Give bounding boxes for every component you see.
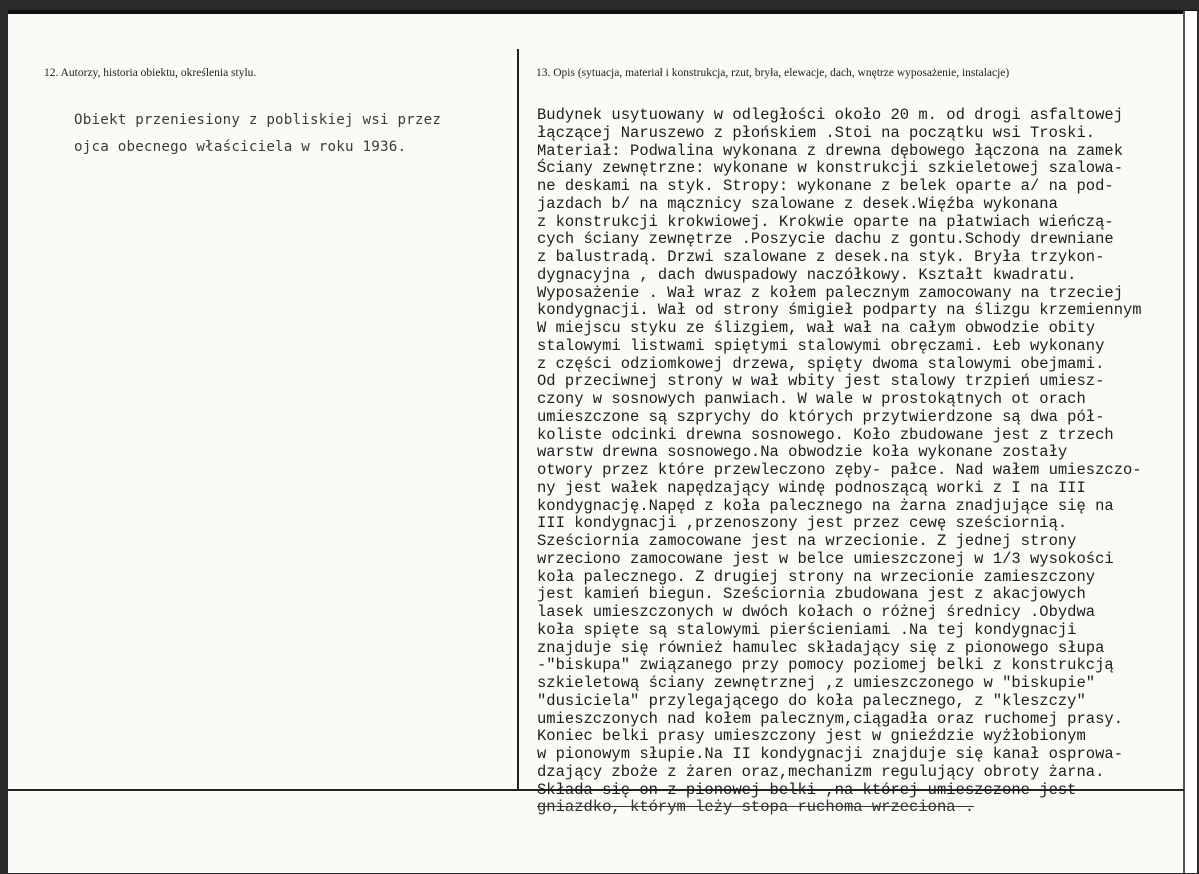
text-line: z balustradą. Drzwi szalowane z desek.na styk. Bryła trzykon- [537,248,1105,266]
text-line: wrzeciono zamocowane jest w belce umieszczonej w 1/3 wysokości [537,549,1114,568]
column-divider [517,49,519,791]
text-line: ny jest wałek napędzający windę podnoszącą worki z I na III [537,478,1086,497]
text-line: dzający zboże z żaren oraz,mechanizm regulujący obroty żarna. [537,762,1105,781]
text-line: III kondygnacji ,przenoszony jest przez cewę sześciornią. [537,514,1068,533]
text-line: koła spięte są stalowymi pierścieniami .Na tej kondygnacji [537,620,1077,639]
text-line: koła palecznego. Z drugiej strony na wrzecionie zamieszczony [537,567,1096,586]
text-line: otwory przez które przewleczono zęby- pałce. Nad wałem umieszczo- [537,461,1142,479]
text-line: łączącej Naruszewo z płońskiem .Stoi na początku wsi Troski. [537,123,1096,142]
text-line: Ściany zewnętrzne: wykonane w konstrukcji szkieletowej szalowa- [537,159,1123,178]
text-line: koliste odcinki drewna sosnowego. Koło zbudowane jest z trzech [537,425,1114,444]
text-line: cych ściany zewnętrze .Poszycie dachu z gontu.Schody drewniane [537,230,1114,249]
section-12-header: 12. Autorzy, historia obiektu, określenia stylu. [44,67,257,79]
text-line: umieszczone są szprychy do których przytwierdzone są dwa pół- [537,407,1105,426]
text-line: -"biskupa" związanego przy pomocy poziomej belki z konstrukcją [537,656,1114,675]
section-13-text [537,107,1187,817]
document-sheet [8,10,1197,873]
text-line: szkieletową ściany zewnętrznej ,z umieszczonego w "biskupie" [537,674,1096,692]
text-line: umieszczonych nad kołem palecznym,ciągadła oraz ruchomej prasy. [537,709,1123,728]
text-line: dygnacyjna , dach dwuspadowy naczółkowy. Kształt kwadratu. [537,265,1077,284]
text-line: Budynek usytuowany w odległości około 20 m. od drogi asfaltowej [537,107,1123,124]
text-line: warstw drewna sosnowego.Na obwodzie koła wykonane zostały [537,443,1068,462]
text-line: Obiekt przeniesiony z pobliskiej wsi przez [74,112,442,128]
text-line: Wyposażenie . Wał wraz z kołem palecznym zamocowany na trzeciej [537,283,1123,302]
text-line: kondygnację.Napęd z koła palecznego na żarna znadjujące się na [537,496,1114,515]
text-line: znajduje się również hamulec składający się z pionowego słupa [537,638,1105,657]
text-line: kondygnacji. Wał od strony śmigieł podparty na ślizgu krzemiennym [537,301,1142,320]
text-line: Koniec belki prasy umieszczony jest w gnieździe wyżłobionym [537,727,1086,746]
section-12-text [74,107,504,161]
text-line: stalowymi listwami spiętymi stalowymi obręczami. Łeb wykonany [537,336,1105,355]
text-line: Sześciornia zamocowane jest na wrzecionie. Z jednej strony [537,532,1077,550]
text-line: ojca obecnego właściciela w roku 1936. [74,139,407,155]
text-line: w pionowym słupie.Na II kondygnacji znajduje się kanał osprowa- [537,745,1123,763]
text-line-struck: gniazdko, którym leży stopa ruchoma wrzeciona . [537,798,975,817]
top-border [8,11,1197,14]
text-line: "dusiciela" przylegającego do koła palecznego, z "kleszczy" [537,691,1086,710]
text-line: lasek umieszczonych w dwóch kołach o różnej średnicy .Obydwa [537,603,1096,621]
text-line: czony w sosnowych panwiach. W wale w prostokątnych ot orach [537,390,1086,408]
text-line: W miejscu styku ze ślizgiem, wał wał na całym obwodzie obity [537,319,1096,337]
text-line: z konstrukcji krokwiowej. Krokwie oparte na płatwiach wieńczą- [537,212,1114,231]
text-line: Składa się on z pionowej belki ,na której umieszczone jest [537,780,1077,799]
text-line: Od przeciwnej strony w wał wbity jest stalowy trzpień umiesz- [537,372,1105,391]
text-line: ne deskami na styk. Stropy: wykonane z belek oparte a/ na pod- [537,177,1114,195]
text-line: jest kamień biegun. Sześciornia zbudowana jest z akacjowych [537,585,1086,604]
text-line: z części odziomkowej drzewa, spięty dwoma stalowymi obejmami. [537,354,1105,373]
text-line: Materiał: Podwalina wykonana z drewna dębowego łączona na zamek [537,141,1123,160]
section-13-header: 13. Opis (sytuacja, materiał i konstrukcja, rzut, bryła, elewacje, dach, wnętrze wyposażenie, instalacje) [536,67,1010,79]
text-line: jazdach b/ na mącznicy szalowane z desek.Więźba wykonana [537,194,1058,213]
